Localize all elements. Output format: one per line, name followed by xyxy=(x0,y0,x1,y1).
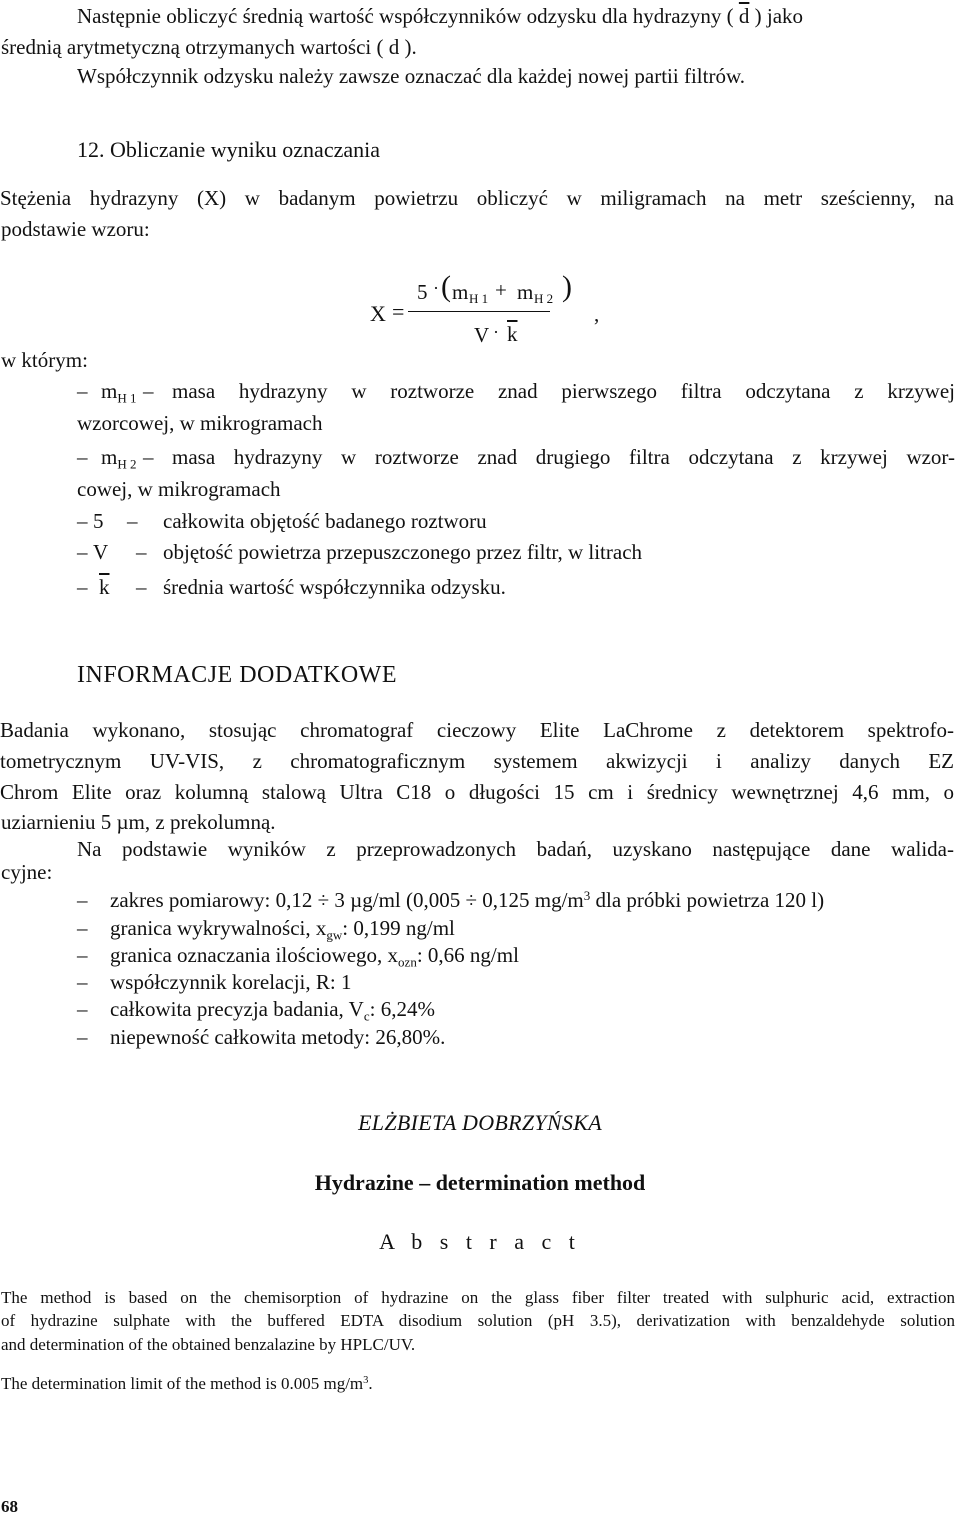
def-k: – $\overline{k}$ – średnia wartość współczynnika odzysku. xyxy=(77,575,506,599)
author-name: ELŻBIETA DOBRZYŃSKA xyxy=(358,1110,602,1135)
validation-item-correlation: – współczynnik korelacji, R: 1 xyxy=(77,970,352,994)
def-mh1-cont: wzorcowej, w mikrogramach xyxy=(77,411,323,435)
abstract-heading: A b s t r a c t xyxy=(379,1229,581,1254)
formula-den-k: $\overline{k}$ xyxy=(507,322,518,346)
fraction-line xyxy=(408,311,550,312)
info-heading: INFORMACJE DODATKOWE xyxy=(77,662,397,688)
abstract-line-3: and determination of the obtained benzalazine by HPLC/UV. xyxy=(1,1335,416,1354)
validation-item-quantification: – granica oznaczania ilościowego, $x_{ozn}$: 0,66 ng/ml xyxy=(77,943,519,970)
formula-plus: + xyxy=(495,278,507,302)
abstract-line-2: of hydrazine sulphate with the buffered EDTA disodium solution (pH 3.5), derivatization with benzaldehyde solution xyxy=(1,1311,955,1330)
intro-line-1: Następnie obliczyć średnią wartość współczynników odzysku dla hydrazyny ( $\overline{d}$ ) jako xyxy=(77,4,804,28)
def-mh1: – $m_{H 1}$ – masa hydrazyny w roztworze znad pierwszego filtra odczytana z krzywej xyxy=(77,379,955,406)
info-para1-line-4: uziarnieniu 5 µm, z prekolumną. xyxy=(1,810,276,834)
formula-m1: m xyxy=(452,280,469,304)
formula-m2: m xyxy=(517,280,534,304)
formula-den-v: V xyxy=(474,323,490,347)
abstract-line-4: The determination limit of the method is 0.005 $mg/m^3$. xyxy=(1,1374,373,1393)
info-para1-line-2: tometrycznym UV-VIS, z chromatograficznym systemem akwizycji i analizy danych EZ xyxy=(0,749,954,773)
section-heading: 12. Obliczanie wyniku oznaczania xyxy=(77,137,380,162)
formula-m2-sub: H 2 xyxy=(534,291,554,306)
info-para2-line-2: cyjne: xyxy=(1,860,53,884)
abstract-line-1: The method is based on the chemisorption of hydrazine on the glass fiber filter treated with sulphuric acid, extraction xyxy=(1,1288,955,1307)
section-para-line-1: Stężenia hydrazyny (X) w badanym powietrzu obliczyć w miligramach na metr sześcienny, na xyxy=(0,186,954,210)
validation-item-range: – zakres pomiarowy: 0,12 ÷ 3 µg/ml (0,005 ÷ 0,125 $mg/m^3$ dla próbki powietrza 120 l) xyxy=(77,887,825,912)
def-mh2: – $m_{H 2}$ – masa hydrazyny w roztworze znad drugiego filtra odczytana z krzywej wzor- xyxy=(77,445,955,472)
intro-line-2: średnią arytmetyczną otrzymanych wartości ( d ). xyxy=(1,35,417,59)
def-5: – 5 – całkowita objętość badanego roztworu xyxy=(77,509,487,533)
def-v: – V – objętość powietrza przepuszczonego przez filtr, w litrach xyxy=(77,540,643,564)
page-number: 68 xyxy=(1,1497,18,1516)
formula-equals: = xyxy=(392,299,405,324)
validation-item-precision: – całkowita precyzja badania, $V_c$: 6,24% xyxy=(77,997,435,1024)
where-label: w którym: xyxy=(1,348,88,372)
intro-line-3: Współczynnik odzysku należy zawsze oznaczać dla każdej nowej partii filtrów. xyxy=(77,64,746,88)
formula-paren-open: ( xyxy=(441,270,451,303)
section-para-line-2: podstawie wzoru: xyxy=(1,217,150,241)
formula-den-dot: · xyxy=(493,322,499,342)
formula-dot: · xyxy=(433,278,439,298)
validation-item-uncertainty: – niepewność całkowita metody: 26,80%. xyxy=(77,1025,446,1049)
validation-item-detection: – granica wykrywalności, $x_{gw}$: 0,199 ng/ml xyxy=(77,916,455,943)
formula-comma: , xyxy=(594,302,600,326)
info-para2-line-1: Na podstawie wyników z przeprowadzonych badań, uzyskano następujące dane walida- xyxy=(77,837,954,861)
info-para1-line-1: Badania wykonano, stosując chromatograf cieczowy Elite LaChrome z detektorem spektrofo- xyxy=(0,718,954,742)
formula xyxy=(366,268,616,350)
formula-lhs: X xyxy=(370,301,386,326)
formula-paren-close: ) xyxy=(562,270,572,303)
formula-coefficient: 5 xyxy=(417,280,428,304)
english-title: Hydrazine – determination method xyxy=(314,1170,646,1195)
def-mh2-cont: cowej, w mikrogramach xyxy=(77,477,281,501)
info-para1-line-3: Chrom Elite oraz kolumną stalową Ultra C18 o długości 15 cm i średnicy wewnętrznej 4,6 mm, o xyxy=(0,780,954,804)
formula-m1-sub: H 1 xyxy=(469,291,489,306)
